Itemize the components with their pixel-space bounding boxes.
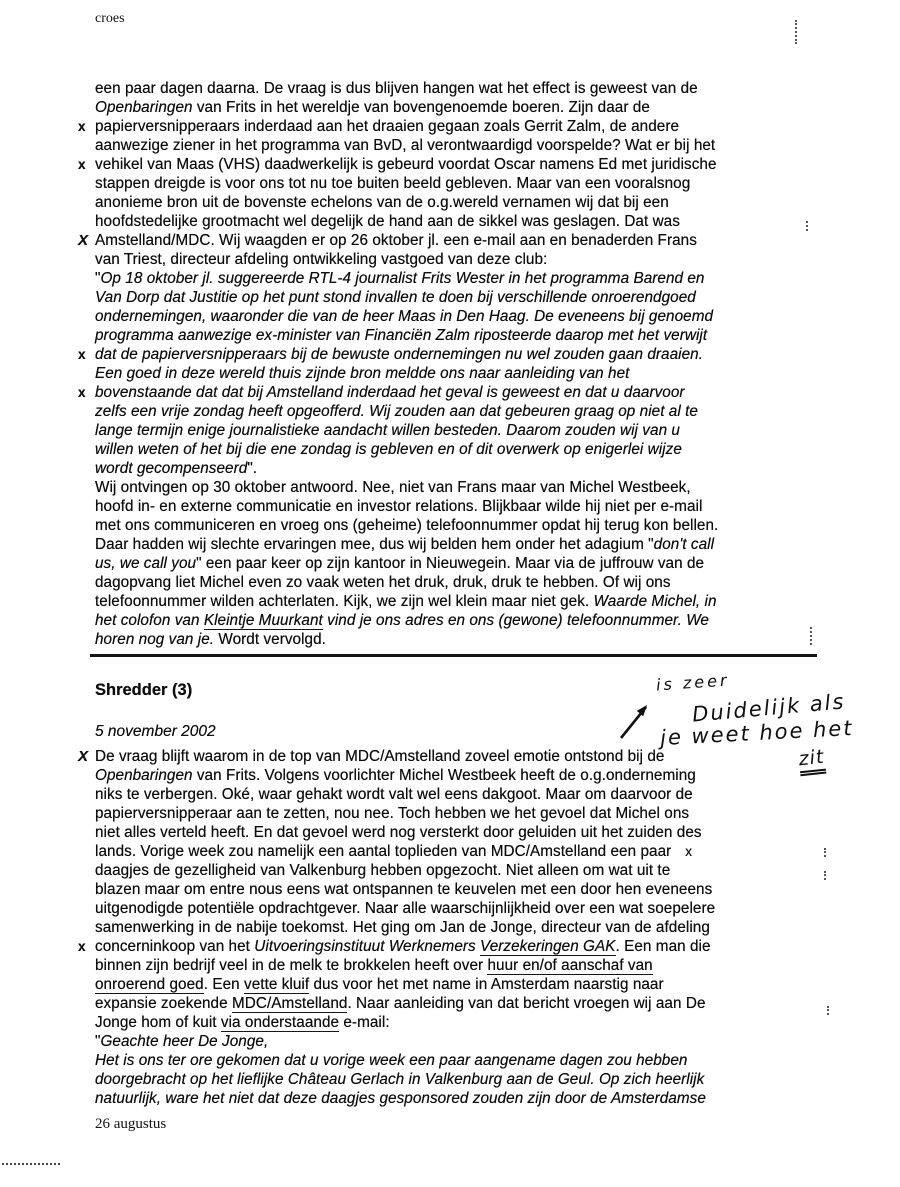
text-line: x bovenstaande dat dat bij Amstelland inderdaad het geval is geweest en dat u daarvoor xyxy=(78,384,685,401)
margin-x-mark: X xyxy=(78,232,89,249)
section-heading: Shredder (3) xyxy=(95,681,193,699)
scan-artifact xyxy=(810,627,812,645)
text-line: dagopvang liet Michel even zo vaak weten het druk, druk, druk te hebben. Of wij ons xyxy=(95,574,671,591)
text-line: zelfs een vrije zondag heeft opgeofferd. Wij zouden aan dat gebeuren graag op niet al te xyxy=(95,403,698,420)
text-line: wordt gecompenseerd". xyxy=(95,460,258,477)
margin-x-mark: x xyxy=(78,385,86,400)
handwritten-note-line-2: Duidelijk als xyxy=(691,689,847,727)
margin-x-mark: X xyxy=(78,748,89,765)
text-line: x concerninkoop van het Uitvoeringsinstituut Werknemers Verzekeringen GAK. Een man die xyxy=(78,938,711,955)
text-line: Jonge hom of kuit via onderstaande e-mail: xyxy=(95,1014,390,1031)
text-line: het colofon van Kleintje Muurkant vind je ons adres en ons (gewone) telefoonnummer. We xyxy=(95,612,709,629)
scan-artifact xyxy=(795,20,797,44)
text-line: aanwezige ziener in het programma van BvD, al verontwaardigd voorspelde? Wat er bij het xyxy=(95,137,716,154)
text-line: programma aanwezige ex-minister van Financiën Zalm riposteerde daarop met het verwijt xyxy=(95,327,708,344)
text-line: onroerend goed. Een vette kluif dus voor het met name in Amsterdam naarstig naar xyxy=(95,976,664,993)
text-line: x papierversnipperaars inderdaad aan het draaien gegaan zoals Gerrit Zalm, de andere xyxy=(78,118,680,135)
text-line: hoofd in- en externe communicatie en investor relations. Blijkbaar wilde hij niet per e-mail xyxy=(95,498,703,515)
text-line: natuurlijk, ware het niet dat deze daagjes gesponsored zouden zijn door de Amsterdamse xyxy=(95,1090,706,1107)
handwritten-note-line-3: je weet hoe het xyxy=(659,715,855,751)
text-line: Wij ontvingen op 30 oktober antwoord. Nee, niet van Frans maar van Michel Westbeek, xyxy=(95,479,691,496)
text-line: x dat de papierversnipperaars bij de bewuste ondernemingen nu wel zouden gaan draaien. xyxy=(78,346,703,363)
text-line: hoofdstedelijke grootmacht wel degelijk de hand aan de sikkel was geslagen. Dat was xyxy=(95,213,680,230)
text-line: doorgebracht op het lieflijke Château Gerlach in Valkenburg aan de Geul. Op zich heerlijk xyxy=(95,1071,705,1088)
section-divider xyxy=(90,654,817,657)
text-line: X Amstelland/MDC. Wij waagden er op 26 oktober jl. een e-mail aan en benaderden Frans xyxy=(78,232,697,249)
text-line: x vehikel van Maas (VHS) daadwerkelijk is gebeurd voordat Oscar namens Ed met juridische xyxy=(78,156,717,173)
handwritten-note-line-4: zit xyxy=(798,746,826,777)
scan-artifact xyxy=(2,1163,60,1165)
text-line: us, we call you" een paar keer op zijn kantoor in Nieuwegein. Maar via de juffrouw van de xyxy=(95,555,705,572)
scan-artifact xyxy=(824,848,826,857)
text-line: stappen dreigde is voor ons tot nu toe buiten beeld gebleven. Maar van een vooralsnog xyxy=(95,175,691,192)
margin-x-mark: x xyxy=(78,939,86,954)
text-line: niet alles verteld heeft. En dat gevoel werd nog versterkt door geluiden uit het zuiden des xyxy=(95,824,702,841)
page-header-text: croes xyxy=(95,11,125,26)
text-line: Een goed in deze wereld thuis zijnde bron meldde ons naar aanleiding van het xyxy=(95,365,630,382)
handwritten-arrow-icon xyxy=(616,700,654,742)
text-line: binnen zijn bedrijf veel in de melk te brokkelen heeft over huur en/of aanschaf van xyxy=(95,957,653,974)
body-paragraph-1 xyxy=(78,79,819,649)
text-line: "Op 18 oktober jl. suggereerde RTL-4 journalist Frits Wester in het programma Barend en xyxy=(95,270,705,287)
text-line: "Geachte heer De Jonge, xyxy=(95,1033,269,1050)
text-line: Het is ons ter ore gekomen dat u vorige week een paar aangename dagen zou hebben xyxy=(95,1052,688,1069)
scan-artifact xyxy=(827,1006,829,1015)
margin-x-mark: x xyxy=(78,119,86,134)
text-line: willen weten of het bij die ene zondag is gebleven en of dit overwerk op enigerlei wijze xyxy=(95,441,682,458)
text-line: niks te verbergen. Oké, waar gehakt wordt valt wel eens dakgoot. Maar om daarvoor de xyxy=(95,786,693,803)
text-line: X De vraag blijft waarom in de top van MDC/Amstelland zoveel emotie ontstond bij de xyxy=(78,748,665,765)
scan-artifact xyxy=(824,871,826,880)
text-line: een paar dagen daarna. De vraag is dus blijven hangen wat het effect is geweest van de xyxy=(95,80,698,97)
text-line: blazen maar om entre nous eens wat ontspannen te keuvelen met een door hen eveneens xyxy=(95,881,713,898)
margin-x-mark: x xyxy=(78,347,86,362)
text-line: anonieme bron uit de bovenste echelons van de o.g.wereld vernamen wij dat bij een xyxy=(95,194,669,211)
text-line: expansie zoekende MDC/Amstelland. Naar aanleiding van dat bericht vroegen wij aan De xyxy=(95,995,706,1012)
text-line: horen nog van je. Wordt vervolgd. xyxy=(95,631,326,648)
text-line: lands. Vorige week zou namelijk een aantal toplieden van MDC/Amstelland een paar x xyxy=(95,843,693,860)
body-paragraph-2 xyxy=(78,747,819,1108)
text-line: ondernemingen, waaronder die van de heer Maas in Den Haag. De eveneens bij genoemd xyxy=(95,308,714,325)
text-line: daagjes de gezelligheid van Valkenburg hebben opgezocht. Niet alleen om wat uit te xyxy=(95,862,671,879)
text-line: van Triest, directeur afdeling ontwikkeling vastgoed van deze club: xyxy=(95,251,548,268)
text-line: papierversnipperaar aan te zetten, nou nee. Toch hebben we het gevoel dat Michel ons xyxy=(95,805,690,822)
margin-x-mark-right: x xyxy=(685,844,693,859)
text-line: Openbaringen van Frits. Volgens voorlichter Michel Westbeek heeft de o.g.onderneming xyxy=(95,767,696,784)
text-line: samenwerking in de nabije toekomst. Het ging om Jan de Jonge, directeur van de afdeling xyxy=(95,919,710,936)
scan-artifact xyxy=(806,221,808,231)
section-date: 5 november 2002 xyxy=(95,723,216,740)
text-line: Openbaringen van Frits in het wereldje van bovengenoemde boeren. Zijn daar de xyxy=(95,99,650,116)
text-line: Van Dorp dat Justitie op het punt stond invallen te doen bij verschillende onroerendgoed xyxy=(95,289,696,306)
page-footer-text: 26 augustus xyxy=(95,1116,167,1132)
margin-x-mark: x xyxy=(78,157,86,172)
text-line: lange termijn enige journalistieke aandacht willen besteden. Daarom zouden wij van u xyxy=(95,422,680,439)
text-line: met ons communiceren en vroeg ons (geheime) telefoonnummer opdat hij terug kon bellen. xyxy=(95,517,719,534)
text-line: uitgenodigde potentiële opdrachtgever. Naar alle waarschijnlijkheid over een wat soepelere xyxy=(95,900,716,917)
text-line: telefoonnummer wilden achterlaten. Kijk, we zijn wel klein maar niet gek. Waarde Michel, in xyxy=(95,593,717,610)
text-line: Daar hadden wij slechte ervaringen mee, dus wij belden hem onder het adagium "don't call xyxy=(95,536,715,553)
handwritten-note-line-1: is zeer xyxy=(655,670,731,695)
